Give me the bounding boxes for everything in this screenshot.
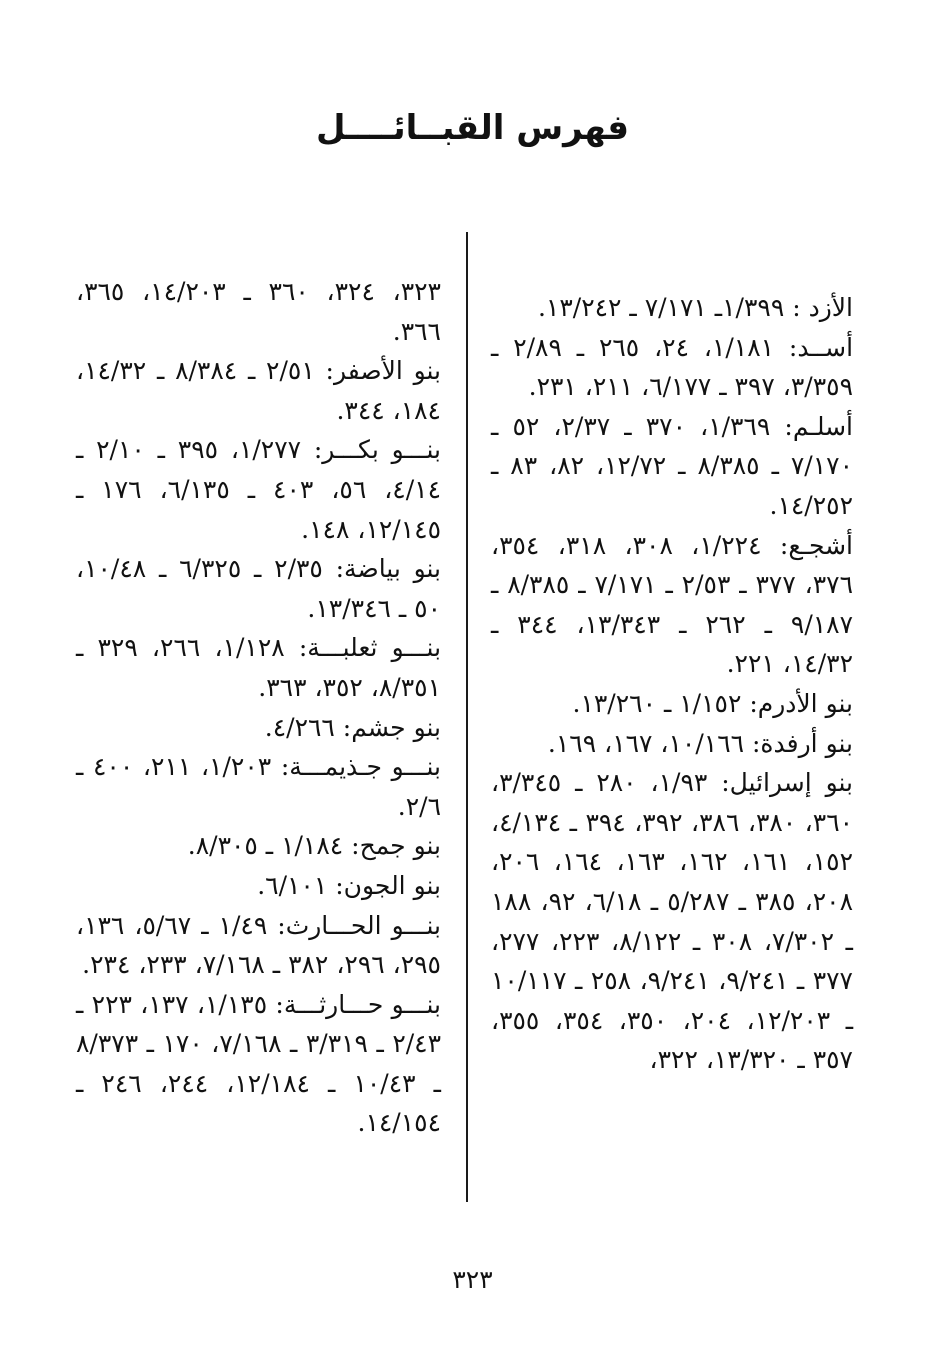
index-entry: بنو الأدرم: ١/١٥٢ ـ ١٣/٢٦٠. bbox=[572, 688, 853, 718]
index-entry: ٣٢٣، ٣٢٤، ٣٦٠ ـ ١٤/٢٠٣، ٣٦٥، ٣٦٦. bbox=[76, 277, 441, 346]
column-divider bbox=[466, 232, 468, 1202]
index-entry: أشجـع: ١/٢٢٤، ٣٠٨، ٣١٨، ٣٥٤، ٣٧٦، ٣٧٧ ـ ٢/٥٣ ـ ٧/١٧١ ـ ٨/٣٨٥ ـ ٩/١٨٧ ـ ٢٦٢ ـ ١٣/٣٤٣، ٣٤٤ ـ ١٤/٣٢، ٢٢١. bbox=[491, 530, 854, 679]
index-entry: بنو الأصفر: ٢/٥١ ـ ٨/٣٨٤ ـ ١٤/٣٢، ١٨٤، ٣٤٤. bbox=[76, 356, 441, 425]
index-entry: بنـــو بكـــر: ١/٢٧٧، ٣٩٥ ـ ٢/١٠ ـ ٤/١٤، ٥٦، ٤٠٣ ـ ٦/١٣٥، ١٧٦ ـ ١٢/١٤٥، ١٤٨. bbox=[76, 435, 442, 544]
index-entry: بنو الجون: ٦/١٠١. bbox=[257, 870, 441, 900]
index-entry: بنـــو الحـــارث: ١/٤٩ ـ ٥/٦٧، ١٣٦، ٢٩٥، ٢٩٦، ٣٨٢ ـ ٧/١٦٨، ٢٣٣، ٢٣٤. bbox=[76, 910, 442, 980]
index-entry: أسلـم: ١/٣٦٩، ٣٧٠ ـ ٢/٣٧، ٥٢ ـ ٧/١٧٠ ـ ٨/٣٨٥ ـ ١٢/٧٢، ٨٢، ٨٣ ـ ١٤/٢٥٢. bbox=[491, 411, 853, 520]
index-entry: أســد: ١/١٨١، ٢٤، ٢٦٥ ـ ٢/٨٩ ـ ٣/٣٥٩، ٣٩٧ ـ ٦/١٧٧، ٢١١، ٢٣١. bbox=[491, 332, 854, 402]
index-entry: بنو جمح: ١/١٨٤ ـ ٨/٣٠٥. bbox=[187, 831, 441, 861]
index-entry: بنو بياضة: ٢/٣٥ ـ ٦/٣٢٥ ـ ١٠/٤٨، ٥٠ ـ ١٣/٣٤٦. bbox=[76, 554, 442, 623]
page-number: ٣٢٣ bbox=[452, 1265, 493, 1294]
index-entry: بنو إسرائيل: ١/٩٣، ٢٨٠ ـ ٣/٣٤٥، ٣٦٠، ٣٨٠، ٣٨٦، ٣٩٢، ٣٩٤ ـ ٤/١٣٤، ١٥٢، ١٦١، ١٦٢، ١٦٣، ١٦٤، ٢٠٦، ٢٠٨، ٣٨٥ ـ ٥/٢٨٧ ـ ٦/١٨، ٩٢، ١٨٨ ـ ٧/٣٠٢، ٣٠٨ ـ ٨/١٢٢، ٢٢٣، ٢٧٧، ٣٧٧ ـ ٩/٢٤١، ٩/٢٤١، ٢٥٨ ـ ١٠/١١٧ ـ ١٢/٢٠٣، ٢٠٤، ٣٥٠، ٣٥٤، ٣٥٥، ٣٥٧ ـ ١٣/٣٢٠، ٣٢٢، bbox=[491, 768, 854, 1075]
index-entry: بنو جشم: ٤/٢٦٦. bbox=[264, 712, 441, 742]
index-entry: بنو أرفدة: ١٠/١٦٦، ١٦٧، ١٦٩. bbox=[547, 728, 853, 758]
page-title: فهرس القبــائــــل bbox=[316, 108, 629, 148]
index-entry: بنـــو جـذيمـــة: ١/٢٠٣، ٢١١، ٤٠٠ ـ ٢/٦. bbox=[76, 752, 442, 821]
index-column-right bbox=[491, 288, 853, 1080]
index-entry: بنـــو ثعلبـــة: ١/١٢٨، ٢٦٦، ٣٢٩ ـ ٨/٣٥١، ٣٥٢، ٣٦٣. bbox=[76, 633, 442, 702]
index-column-left bbox=[76, 272, 441, 1143]
index-entry: الأزد : ١/٣٩٩ـ ٧/١٧١ ـ ١٣/٢٤٢. bbox=[537, 293, 853, 322]
index-entry: بنـــو حـــارثـــة: ١/١٣٥، ١٣٧، ٢٢٣ ـ ٢/٤٣ ـ ٣/٣١٩ ـ ٧/١٦٨، ١٧٠ ـ ٨/٣٧٣ ـ ١٠/٤٣ ـ ١٢/١٨٤، ٢٤٤، ٢٤٦ ـ ١٤/١٥٤. bbox=[76, 989, 442, 1138]
